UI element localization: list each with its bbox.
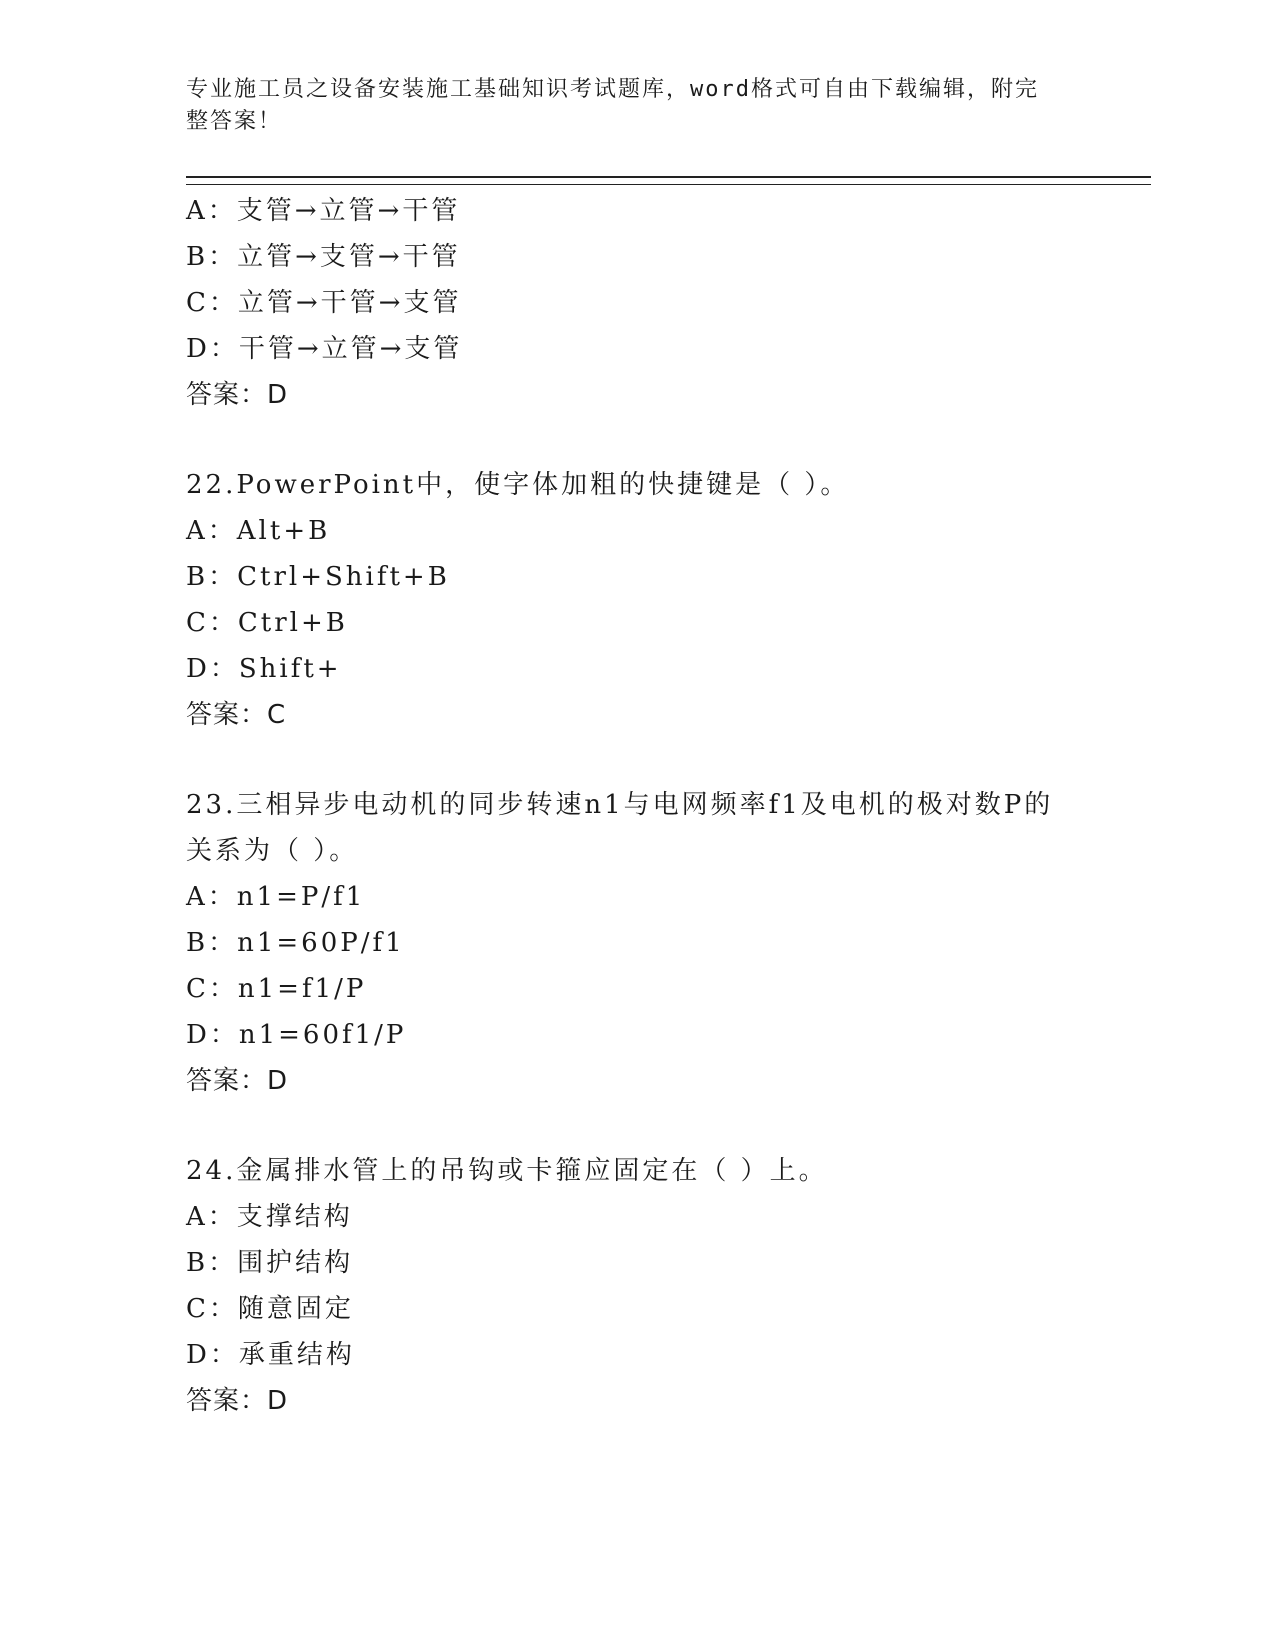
header-line-1: 专业施工员之设备安装施工基础知识考试题库，word格式可自由下载编辑，附完 [186, 77, 1039, 102]
answer: 答案：D [186, 380, 289, 410]
header-line-2: 整答案！ [186, 109, 283, 134]
answer: 答案：D [186, 1386, 289, 1416]
option-c: C：Ctrl+B [186, 608, 348, 638]
option-a: A：支撑结构 [186, 1202, 353, 1232]
option-d: D：Shift+ [186, 654, 342, 684]
option-a: A：Alt+B [186, 516, 331, 546]
question-text: 24.金属排水管上的吊钩或卡箍应固定在（ ）上。 [186, 1156, 828, 1186]
question-23 [186, 782, 1146, 1104]
option-c: C：随意固定 [186, 1294, 354, 1324]
spacer [186, 418, 1146, 462]
option-d: D：n1=60f1/P [186, 1020, 407, 1050]
question-22 [186, 462, 1146, 738]
question-21 [186, 188, 1146, 418]
question-text: 23.三相异步电动机的同步转速n1与电网频率f1及电机的极对数P的 [186, 790, 1054, 820]
option-b: B：n1=60P/f1 [186, 928, 405, 958]
answer: 答案：D [186, 1066, 289, 1096]
option-a: A：支管→立管→干管 [186, 196, 461, 226]
spacer [186, 1104, 1146, 1148]
document-header [186, 74, 1066, 138]
question-24 [186, 1148, 1146, 1424]
spacer [186, 738, 1146, 782]
option-c: C：n1=f1/P [186, 974, 367, 1004]
question-list [186, 188, 1146, 1424]
header-divider [186, 176, 1151, 185]
answer: 答案：C [186, 700, 287, 730]
option-b: B：立管→支管→干管 [186, 242, 461, 272]
option-a: A：n1=P/f1 [186, 882, 366, 912]
option-d: D：承重结构 [186, 1340, 355, 1370]
option-c: C：立管→干管→支管 [186, 288, 462, 318]
option-d: D：干管→立管→支管 [186, 334, 463, 364]
option-b: B：Ctrl+Shift+B [186, 562, 450, 592]
question-text: 22.PowerPoint中，使字体加粗的快捷键是（ ）。 [186, 470, 850, 500]
option-b: B：围护结构 [186, 1248, 354, 1278]
question-text-continued: 关系为（ ）。 [186, 836, 359, 866]
